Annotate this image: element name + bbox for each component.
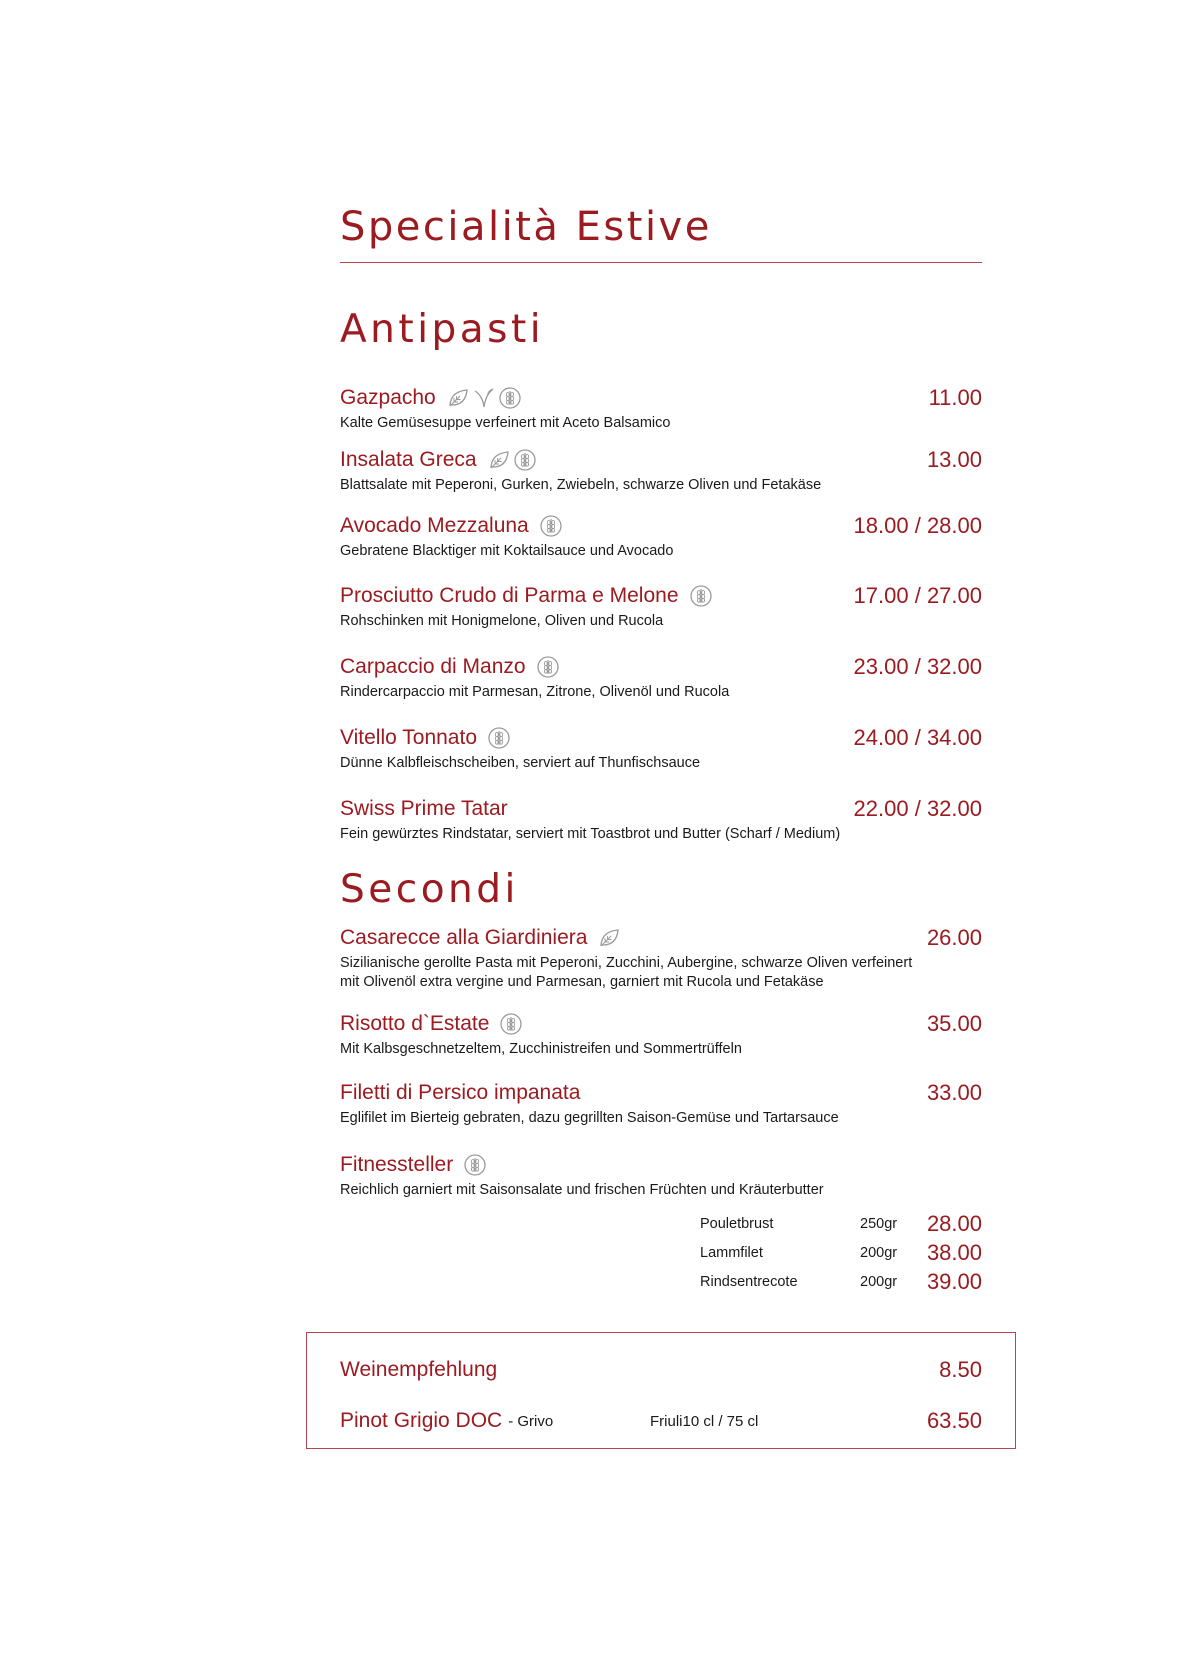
- menu-item: [340, 722, 982, 773]
- item-description: Fein gewürztes Rindstatar, serviert mit Toastbrot und Butter (Scharf / Medium): [340, 826, 841, 842]
- item-price: 23.00 / 32.00: [853, 654, 982, 679]
- menu-item: [340, 651, 982, 702]
- item-price: 18.00 / 28.00: [853, 513, 982, 538]
- item-price: 35.00: [926, 1011, 982, 1036]
- gluten-free-icon: [689, 584, 713, 608]
- item-name: Prosciutto Crudo di Parma e Melone: [340, 584, 679, 607]
- option-price: 28.00: [926, 1210, 982, 1236]
- item-description: Reichlich garniert mit Saisonsalate und frischen Früchten und Kräuterbutter: [340, 1182, 824, 1198]
- menu-item: [340, 1149, 982, 1200]
- vegetarian-leaf-icon: [597, 926, 621, 950]
- diet-icons: [689, 584, 713, 608]
- gluten-free-icon: [463, 1153, 487, 1177]
- menu-item: [340, 444, 982, 495]
- diet-icons: [487, 448, 537, 472]
- wine-sizes: 10 cl / 75 cl: [682, 1412, 759, 1430]
- item-name: Avocado Mezzaluna: [340, 514, 529, 537]
- wine-producer: - Grivo: [508, 1412, 554, 1430]
- gluten-free-icon: [536, 655, 560, 679]
- item-price: 22.00 / 32.00: [853, 796, 982, 821]
- item-price: 11.00: [928, 385, 982, 410]
- item-name: Casarecce alla Giardiniera: [340, 926, 588, 949]
- menu-item: [340, 382, 982, 433]
- option-name: Pouletbrust: [700, 1215, 774, 1232]
- diet-icons: [487, 726, 511, 750]
- option-row: [700, 1267, 982, 1296]
- item-price: 13.00: [926, 447, 982, 472]
- item-name: Swiss Prime Tatar: [340, 797, 508, 820]
- item-description: Gebratene Blacktiger mit Koktailsauce und Avocado: [340, 543, 674, 559]
- menu-item: [340, 793, 982, 844]
- item-description: Blattsalate mit Peperoni, Gurken, Zwiebeln, schwarze Oliven und Fetakäse: [340, 477, 822, 493]
- item-name: Gazpacho: [340, 386, 436, 409]
- vegetarian-leaf-icon: [446, 386, 470, 410]
- section-title-secondi: Secondi: [340, 867, 519, 912]
- diet-icons: [536, 655, 560, 679]
- item-description: Rindercarpaccio mit Parmesan, Zitrone, Olivenöl und Rucola: [340, 684, 730, 700]
- wine-header-row: [340, 1353, 982, 1387]
- wine-recommendation-box: [306, 1332, 1016, 1449]
- item-description: Rohschinken mit Honigmelone, Oliven und Rucola: [340, 613, 664, 629]
- menu-item: [340, 510, 982, 561]
- gluten-free-icon: [513, 448, 537, 472]
- wine-label: Weinempfehlung: [340, 1358, 498, 1381]
- gluten-free-icon: [539, 514, 563, 538]
- wine-origin: Friuli: [650, 1412, 683, 1430]
- gluten-free-icon: [498, 386, 522, 410]
- wine-glass-price: 8.50: [939, 1357, 982, 1382]
- page-title: Specialità Estive: [340, 204, 712, 250]
- item-price: 33.00: [926, 1080, 982, 1105]
- vegetarian-leaf-icon: [487, 448, 511, 472]
- wine-name: Pinot Grigio DOC: [340, 1409, 503, 1432]
- item-name: Insalata Greca: [340, 448, 477, 471]
- option-name: Lammfilet: [700, 1244, 763, 1261]
- menu-item: [340, 922, 982, 992]
- gluten-free-icon: [499, 1012, 523, 1036]
- fitnessteller-options: [700, 1209, 982, 1296]
- option-name: Rindsentrecote: [700, 1273, 798, 1290]
- diet-icons: [446, 386, 522, 410]
- option-weight: 200gr: [860, 1244, 898, 1261]
- item-description: Eglifilet im Bierteig gebraten, dazu gegrillten Saison-Gemüse und Tartarsauce: [340, 1110, 839, 1126]
- item-price: 17.00 / 27.00: [853, 583, 982, 608]
- option-row: [700, 1238, 982, 1267]
- item-price: 26.00: [926, 925, 982, 950]
- option-row: [700, 1209, 982, 1238]
- item-price: 24.00 / 34.00: [853, 725, 982, 750]
- item-description: Mit Kalbsgeschnetzeltem, Zucchinistreifen und Sommertrüffeln: [340, 1041, 742, 1057]
- item-description: Kalte Gemüsesuppe verfeinert mit Aceto Balsamico: [340, 415, 671, 431]
- option-price: 38.00: [926, 1239, 982, 1265]
- gluten-free-icon: [487, 726, 511, 750]
- vegan-sprout-icon: [472, 386, 496, 410]
- section-title-antipasti: Antipasti: [340, 307, 545, 352]
- item-name: Filetti di Persico impanata: [340, 1081, 581, 1104]
- diet-icons: [597, 926, 621, 950]
- option-weight: 200gr: [860, 1273, 898, 1290]
- diet-icons: [463, 1153, 487, 1177]
- menu-item: [340, 1008, 982, 1059]
- wine-bottle-price: 63.50: [926, 1408, 982, 1433]
- option-weight: 250gr: [860, 1215, 898, 1232]
- item-name: Carpaccio di Manzo: [340, 655, 526, 678]
- title-divider: [340, 262, 982, 263]
- wine-origin-sizes: [650, 1413, 758, 1430]
- menu-item: [340, 1077, 982, 1128]
- item-name: Risotto d`Estate: [340, 1012, 490, 1035]
- item-name: Fitnessteller: [340, 1153, 454, 1176]
- option-price: 39.00: [926, 1268, 982, 1294]
- item-description: Sizilianische gerollte Pasta mit Peperoni, Zucchini, Aubergine, schwarze Oliven verfeinert mit Olivenöl extra vergine und Parmesan, garniert mit Rucola und Fetakäse: [340, 955, 913, 990]
- item-name: Vitello Tonnato: [340, 726, 478, 749]
- menu-item: [340, 580, 982, 631]
- item-description: Dünne Kalbfleischscheiben, serviert auf Thunfischsauce: [340, 755, 701, 771]
- diet-icons: [499, 1012, 523, 1036]
- wine-detail-row: [340, 1404, 982, 1438]
- diet-icons: [539, 514, 563, 538]
